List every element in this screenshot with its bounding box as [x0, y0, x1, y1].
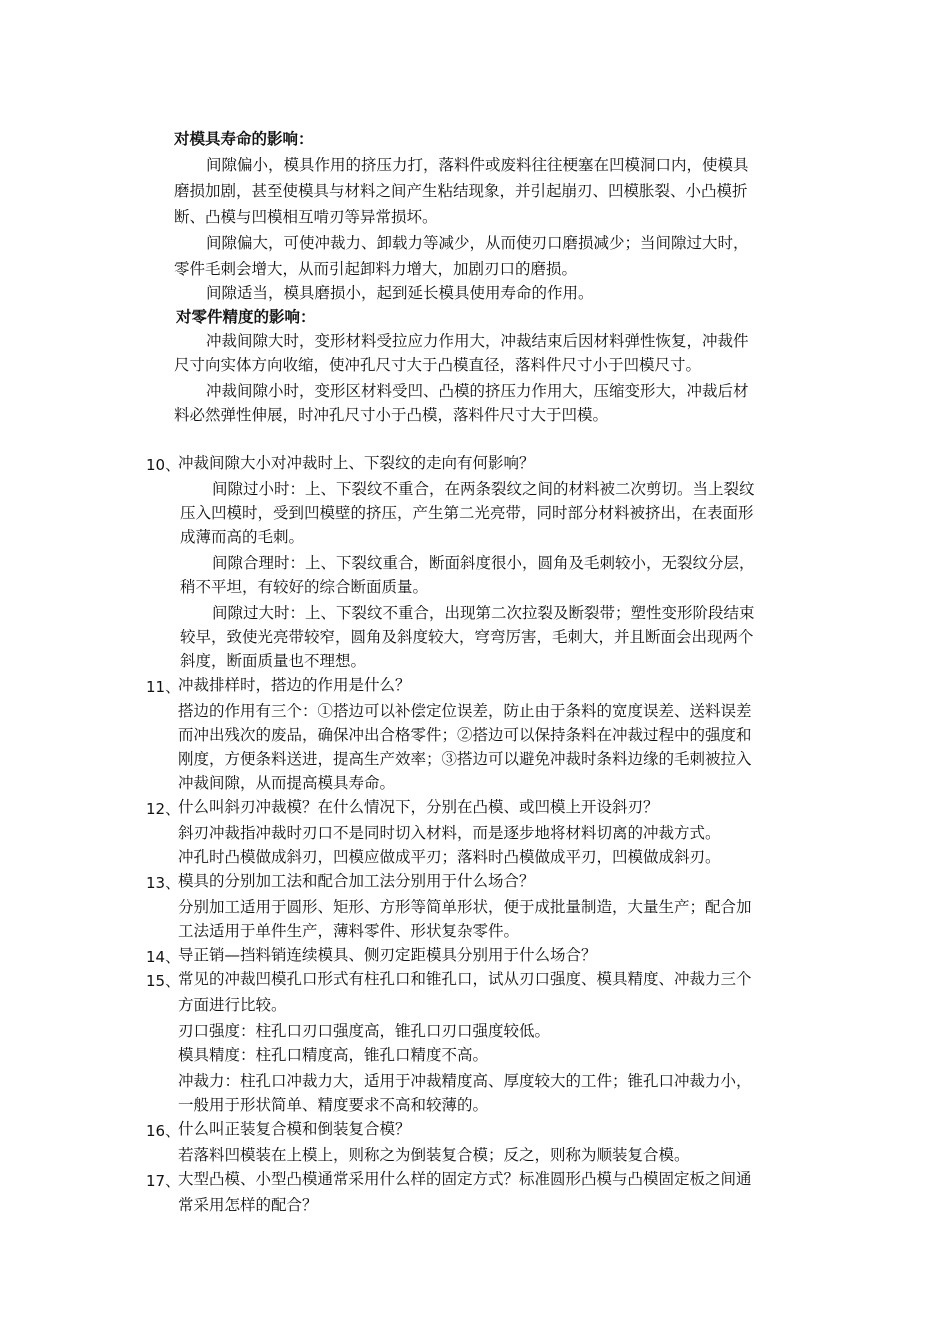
answer-line: 一般用于形状简单、精度要求不高和较薄的。	[178, 1096, 489, 1114]
answer-line: 稍不平坦，有较好的综合断面质量。	[180, 578, 429, 596]
answer-line: 刚度，方便条料送进，提高生产效率；③搭边可以避免冲裁时条料边缘的毛刺被拉入	[178, 750, 752, 768]
question-number: 10、	[146, 456, 181, 474]
question-text: 模具的分别加工法和配合加工法分别用于什么场合？	[178, 872, 535, 890]
section-heading-die-life: 对模具寿命的影响：	[174, 129, 314, 148]
answer-line: 而冲出残次的废品，确保冲出合格零件；②搭边可以保持条料在冲裁过程中的强度和	[178, 726, 752, 744]
section-heading-precision: 对零件精度的影响：	[176, 307, 316, 326]
answer-line: 间隙过大时：上、下裂纹不重合，出现第二次拉裂及断裂带；塑性变形阶段结束	[212, 604, 755, 622]
question-number: 12、	[146, 800, 181, 818]
answer-line: 斜度，断面质量也不理想。	[180, 652, 367, 670]
paragraph-line: 间隙偏大，可使冲裁力、卸载力等减少，从而使刃口磨损减少；当间隙过大时，	[206, 234, 749, 252]
answer-line: 成薄而高的毛刺。	[180, 528, 305, 546]
answer-line: 若落料凹模装在上模上，则称之为倒装复合模；反之，则称为顺装复合模。	[178, 1146, 690, 1164]
answer-line: 冲孔时凸模做成斜刃，凹模应做成平刃；落料时凸模做成平刃，凹模做成斜刃。	[178, 848, 721, 866]
question-text: 大型凸模、小型凸模通常采用什么样的固定方式？标准圆形凸模与凸模固定板之间通	[178, 1170, 752, 1188]
question-text: 冲裁排样时，搭边的作用是什么？	[178, 676, 411, 694]
paragraph-line: 磨损加剧，甚至使模具与材料之间产生粘结现象，并引起崩刃、凹模胀裂、小凸模折	[174, 182, 748, 200]
answer-line: 间隙合理时：上、下裂纹重合，断面斜度很小，圆角及毛刺较小，无裂纹分层，	[212, 554, 755, 572]
question-text: 方面进行比较。	[178, 996, 287, 1014]
paragraph-line: 冲裁间隙小时，变形区材料受凹、凸模的挤压力作用大，压缩变形大，冲裁后材	[206, 382, 749, 400]
question-number: 17、	[146, 1172, 181, 1190]
question-number: 14、	[146, 948, 181, 966]
paragraph-line: 料必然弹性伸展，时冲孔尺寸小于凸模，落料件尺寸大于凹模。	[174, 406, 609, 424]
paragraph-line: 间隙偏小，模具作用的挤压力打，落料件或废料往往梗塞在凹模洞口内，使模具	[206, 156, 749, 174]
answer-line: 冲裁力：柱孔口冲裁力大，适用于冲裁精度高、厚度较大的工件；锥孔口冲裁力小，	[178, 1072, 752, 1090]
answer-line: 较早，致使光亮带较窄，圆角及斜度较大，穹弯厉害，毛刺大，并且断面会出现两个	[180, 628, 754, 646]
question-text: 什么叫正装复合模和倒装复合模？	[178, 1120, 411, 1138]
paragraph-line: 间隙适当，模具磨损小，起到延长模具使用寿命的作用。	[206, 284, 594, 302]
question-text: 冲裁间隙大小对冲裁时上、下裂纹的走向有何影响？	[178, 454, 535, 472]
answer-line: 冲裁间隙，从而提高模具寿命。	[178, 774, 396, 792]
answer-line: 模具精度：柱孔口精度高，锥孔口精度不高。	[178, 1046, 489, 1064]
paragraph-line: 零件毛刺会增大，从而引起卸料力增大，加剧刃口的磨损。	[174, 260, 578, 278]
question-text: 什么叫斜刃冲裁模？在什么情况下，分别在凸模、或凹模上开设斜刃？	[178, 798, 659, 816]
answer-line: 间隙过小时：上、下裂纹不重合，在两条裂纹之间的材料被二次剪切。当上裂纹	[212, 480, 755, 498]
question-number: 11、	[146, 678, 181, 696]
question-number: 13、	[146, 874, 181, 892]
question-text: 常采用怎样的配合？	[178, 1196, 318, 1214]
answer-line: 搭边的作用有三个：①搭边可以补偿定位误差，防止由于条料的宽度误差、送料误差	[178, 702, 752, 720]
question-text: 常见的冲裁凹模孔口形式有柱孔口和锥孔口，试从刃口强度、模具精度、冲裁力三个	[178, 970, 752, 988]
answer-line: 分别加工适用于圆形、矩形、方形等简单形状，便于成批量制造，大量生产；配合加	[178, 898, 752, 916]
question-text: 导正销—挡料销连续模具、侧刃定距模具分别用于什么场合？	[178, 946, 597, 964]
answer-line: 工法适用于单件生产，薄料零件、形状复杂零件。	[178, 922, 520, 940]
question-number: 16、	[146, 1122, 181, 1140]
answer-line: 刃口强度：柱孔口刃口强度高，锥孔口刃口强度较低。	[178, 1022, 551, 1040]
question-number: 15、	[146, 972, 181, 990]
paragraph-line: 尺寸向实体方向收缩，使冲孔尺寸大于凸模直径，落料件尺寸小于凹模尺寸。	[174, 356, 702, 374]
answer-line: 压入凹模时，受到凹模壁的挤压，产生第二光亮带，同时部分材料被挤出，在表面形	[180, 504, 754, 522]
answer-line: 斜刃冲裁指冲裁时刃口不是同时切入材料，而是逐步地将材料切离的冲裁方式。	[178, 824, 721, 842]
paragraph-line: 断、凸模与凹模相互啃刃等异常损坏。	[174, 208, 438, 226]
paragraph-line: 冲裁间隙大时，变形材料受拉应力作用大，冲裁结束后因材料弹性恢复，冲裁件	[206, 332, 749, 350]
